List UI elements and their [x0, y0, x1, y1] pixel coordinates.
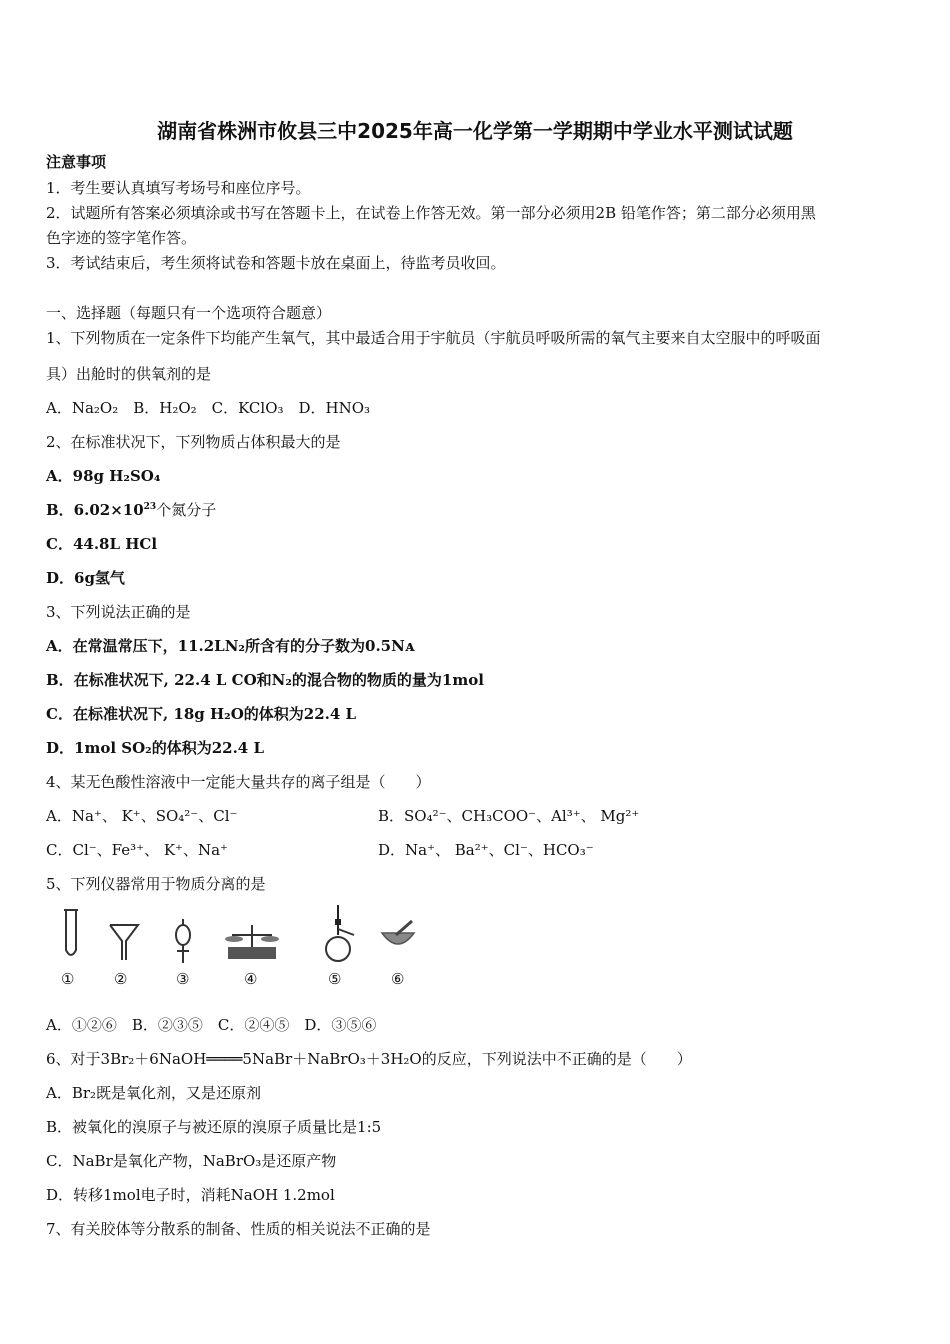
- question-stem: 3、下列说法正确的是: [46, 603, 191, 621]
- balance-icon: [222, 905, 282, 965]
- question-stem: 具）出舱时的供氧剂的是: [46, 365, 212, 383]
- option-d: D．转移1mol电子时，消耗NaOH 1.2mol: [46, 1186, 335, 1204]
- separatory-funnel-icon: [168, 905, 198, 965]
- figure-label: ③: [176, 970, 190, 988]
- option-d: D．6g氢气: [46, 569, 125, 587]
- option-a: A．Br₂既是氧化剂，又是还原剂: [46, 1084, 262, 1102]
- figure-label: ⑤: [328, 970, 342, 988]
- option-c: C．Cl⁻、Fe³⁺、 K⁺、Na⁺: [46, 841, 228, 859]
- option-a: A．Na⁺、 K⁺、SO₄²⁻、Cl⁻: [46, 807, 238, 825]
- question-stem: 4、某无色酸性溶液中一定能大量共存的离子组是（ ）: [46, 773, 431, 791]
- question-options: A．①②⑥ B．②③⑤ C．②④⑤ D．③⑤⑥: [46, 1016, 377, 1034]
- figure-label: ④: [244, 970, 258, 988]
- question-stem: 1、下列物质在一定条件下均能产生氧气，其中最适合用于宇航员（宇航员呼吸所需的氧气主要来自太空服中的呼吸面: [46, 329, 821, 347]
- section-heading: 一、选择题（每题只有一个选项符合题意）: [46, 304, 332, 322]
- option-a: A．98g H₂SO₄: [46, 467, 161, 485]
- option-a: A．在常温常压下，11.2LN₂所含有的分子数为0.5Nᴀ: [46, 637, 415, 655]
- notice-item: 色字迹的签字笔作答。: [46, 229, 197, 247]
- option-d: D．1mol SO₂的体积为22.4 L: [46, 739, 265, 757]
- option-d: D．Na⁺、 Ba²⁺、Cl⁻、HCO₃⁻: [378, 841, 594, 859]
- notice-item: 1．考生要认真填写考场号和座位序号。: [46, 179, 311, 197]
- mortar-icon: [378, 905, 418, 965]
- page-title: 湖南省株洲市攸县三中2025年高一化学第一学期期中学业水平测试试题: [157, 119, 793, 143]
- question-stem: 2、在标准状况下，下列物质占体积最大的是: [46, 433, 341, 451]
- option-b: B．在标准状况下, 22.4 L CO和N₂的混合物的物质的量为1mol: [46, 671, 484, 689]
- question-stem: 7、有关胶体等分散系的制备、性质的相关说法不正确的是: [46, 1220, 431, 1238]
- option-b: B．SO₄²⁻、CH₃COO⁻、Al³⁺、 Mg²⁺: [378, 807, 640, 825]
- figure-label: ⑥: [391, 970, 405, 988]
- option-c: C．在标准状况下, 18g H₂O的体积为22.4 L: [46, 705, 357, 723]
- question-stem: 5、下列仪器常用于物质分离的是: [46, 875, 266, 893]
- option-b: B．被氧化的溴原子与被还原的溴原子质量比是1:5: [46, 1118, 382, 1136]
- question-stem: 6、对于3Br₂＋6NaOH════5NaBr＋NaBrO₃＋3H₂O的反应，下列说法中不正确的是（ ）: [46, 1050, 692, 1068]
- option-c: C．NaBr是氧化产物，NaBrO₃是还原产物: [46, 1152, 337, 1170]
- question-options: A．Na₂O₂ B．H₂O₂ C．KClO₃ D．HNO₃: [46, 399, 371, 417]
- notice-item: 3．考试结束后，考生须将试卷和答题卡放在桌面上，待监考员收回。: [46, 254, 506, 272]
- option-c: C．44.8L HCl: [46, 535, 158, 553]
- figure-label: ①: [61, 970, 75, 988]
- distillation-flask-icon: [318, 905, 358, 965]
- funnel-icon: [104, 905, 144, 965]
- notice-heading: 注意事项: [46, 153, 107, 171]
- notice-item: 2．试题所有答案必须填涂或书写在答题卡上，在试卷上作答无效。第一部分必须用2B 铅笔作答；第二部分必须用黑: [46, 204, 816, 222]
- test-tube-icon: [56, 905, 86, 965]
- option-b: B．$6.02\times 10^{23}$个氮分子: [46, 501, 217, 519]
- figure-label: ②: [114, 970, 128, 988]
